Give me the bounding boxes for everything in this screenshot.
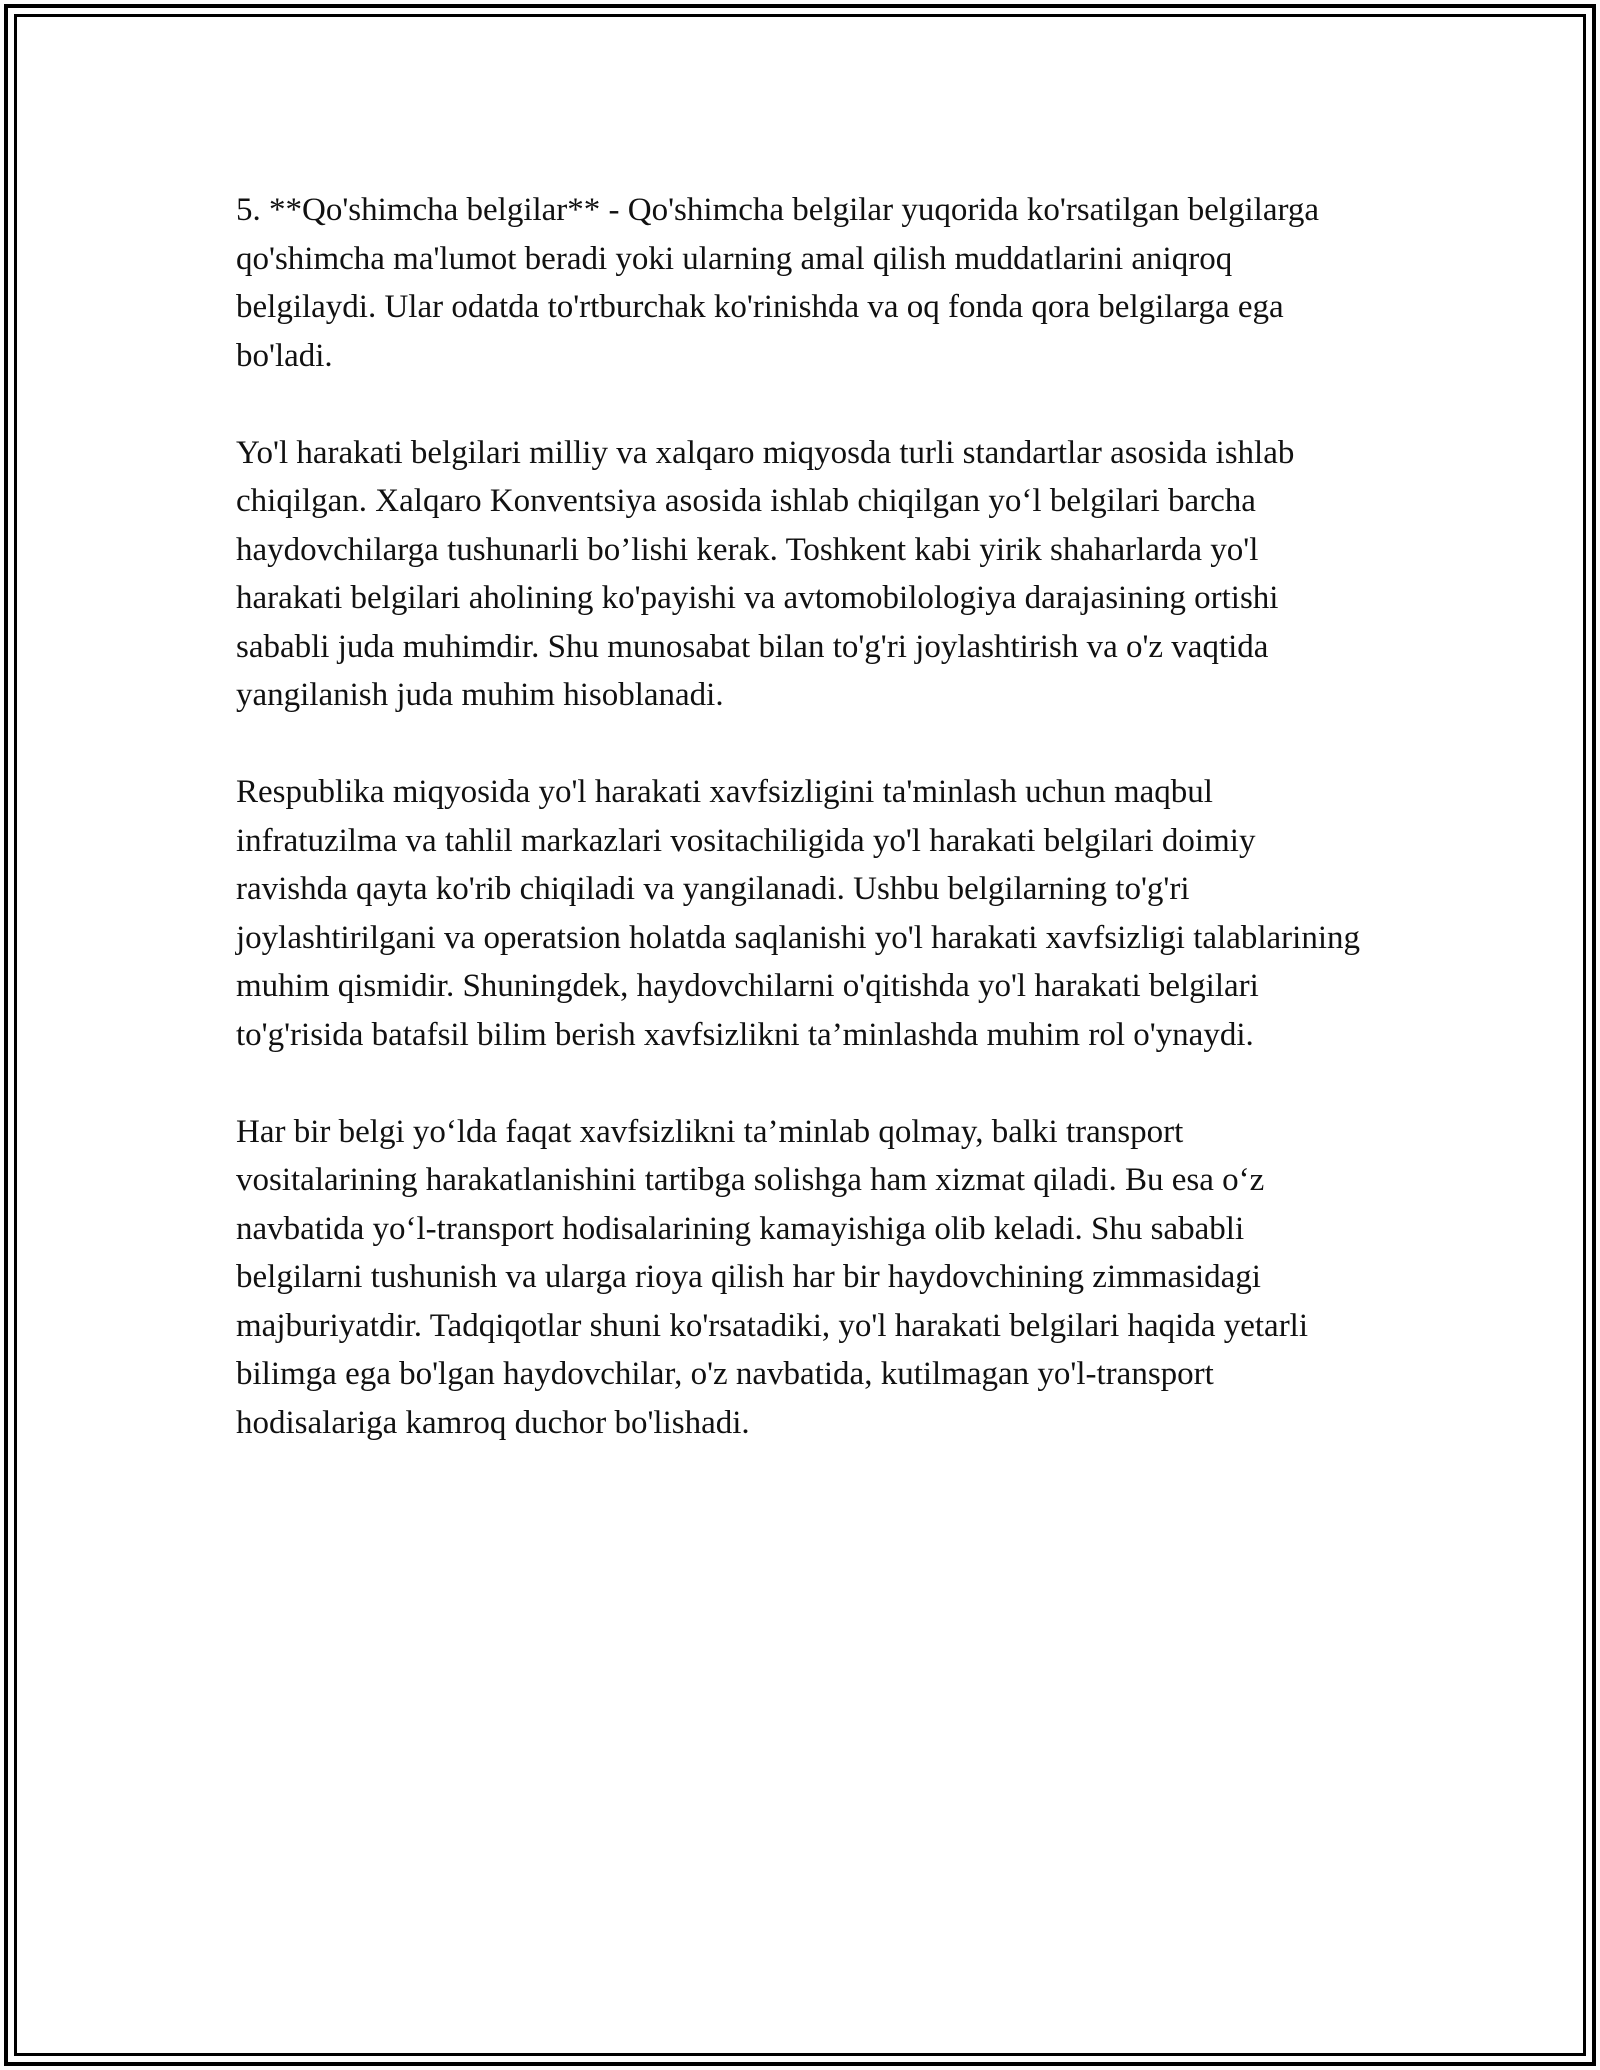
paragraph-republic-safety: Respublika miqyosida yo'l harakati xavfsizligini ta'minlash uchun maqbul infratuzilma va tahlil markazlari vositachiligida yo'l harakati belgilari doimiy ravishda qayta ko'rib chiqiladi va yangilanadi. Ushbu belgilarning to'g'ri joylashtirilgani va operatsion holatda saqlanishi yo'l harakati xavfsizligi talablarining muhim qismidir. Shuningdek, haydovchilarni o'qitishda yo'l harakati belgilari to'g'risida batafsil bilim berish xavfsizlikni ta’minlashda muhim rol o'ynaydi. [236,774,1360,1053]
paragraph-driver-responsibility: Har bir belgi yo‘lda faqat xavfsizlikni ta’minlab qolmay, balki transport vositalarining harakatlanishini tartibga solishga ham xizmat qiladi. Bu esa o‘z navbatida yo‘l-transport hodisalarining kamayishiga olib keladi. Shu sababli belgilarni tushunish va ularga rioya qilish har bir haydovchining zimmasidagi majburiyatdir. Tadqiqotlar shuni ko'rsatadiki, yo'l harakati belgilari haqida yetarli bilimga ega bo'lgan haydovchilar, o'z navbatida, kutilmagan yo'l-transport hodisalariga kamroq duchor bo'lishadi. [236,1113,1309,1441]
paragraph-additional-signs: 5. **Qo'shimcha belgilar** - Qo'shimcha belgilar yuqorida ko'rsatilgan belgilarga qo'shimcha ma'lumot beradi yoki ularning amal qilish muddatlarini aniqroq belgilaydi. Ular odatda to'rtburchak ko'rinishda va oq fonda qora belgilarga ega bo'ladi. [236,192,1320,374]
paragraph-standards: Yo'l harakati belgilari milliy va xalqaro miqyosda turli standartlar asosida ishlab chiqilgan. Xalqaro Konventsiya asosida ishlab chiqilgan yo‘l belgilari barcha haydovchilarga tushunarli bo’lishi kerak. Toshkent kabi yirik shaharlarda yo'l harakati belgilari aholining ko'payishi va avtomobilologiya darajasining ortishi sababli juda muhimdir. Shu munosabat bilan to'g'ri joylashtirish va o'z vaqtida yangilanish juda muhim hisoblanadi. [236,434,1295,713]
document-body [236,186,1366,1496]
